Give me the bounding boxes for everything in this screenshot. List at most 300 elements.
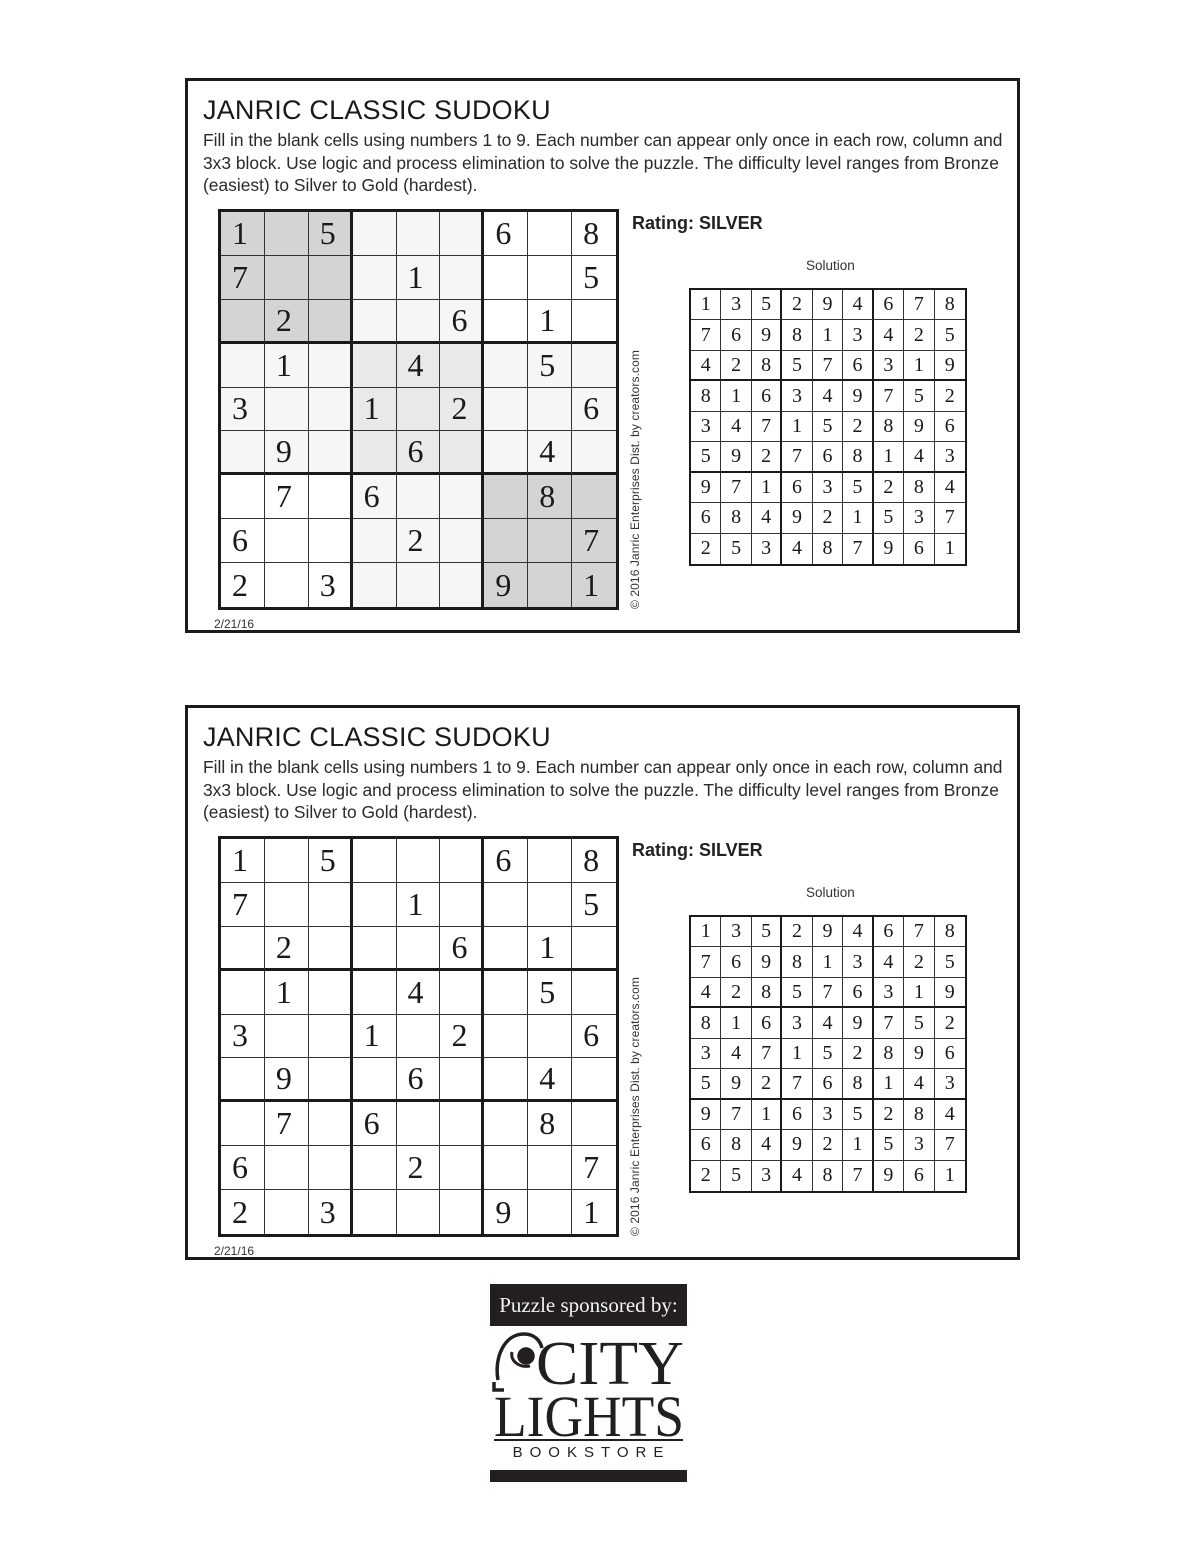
solution-cell: 1 [813,947,843,977]
solution-cell: 6 [904,1161,934,1191]
solution-cell: 4 [752,1130,782,1160]
solution-cell: 7 [904,917,934,947]
grid-cell [440,519,484,563]
solution-label: Solution [806,258,855,273]
grid-cell: 3 [221,388,265,432]
grid-cell [484,519,528,563]
solution-cell: 1 [904,351,934,381]
solution-cell: 2 [721,978,751,1008]
puzzle-title: JANRIC CLASSIC SUDOKU [203,95,551,125]
grid-cell: 6 [353,1102,397,1146]
solution-cell: 9 [874,534,904,564]
grid-cell [265,1015,309,1059]
solution-cell: 6 [843,351,873,381]
solution-cell: 9 [782,503,812,533]
grid-cell [528,388,572,432]
solution-cell: 3 [691,412,721,442]
grid-cell: 2 [221,563,265,607]
logo-line-bookstore: BOOKSTORE [512,1444,671,1461]
solution-cell: 4 [843,917,873,947]
solution-cell: 7 [813,351,843,381]
sudoku-panel [185,78,1020,633]
grid-cell [528,519,572,563]
solution-cell: 7 [752,1039,782,1069]
grid-cell: 6 [397,1058,441,1102]
grid-cell [309,431,353,475]
grid-cell: 9 [484,563,528,607]
grid-cell: 8 [528,1102,572,1146]
grid-cell: 6 [572,1015,616,1059]
grid-cell [440,256,484,300]
grid-cell [309,883,353,927]
grid-cell: 2 [221,1190,265,1234]
solution-cell: 2 [843,412,873,442]
solution-cell: 3 [843,320,873,350]
grid-cell: 7 [221,883,265,927]
solution-cell: 5 [721,534,751,564]
solution-cell: 9 [904,1039,934,1069]
grid-cell [397,839,441,883]
grid-cell [397,1190,441,1234]
logo-line-lights: LIGHTS [494,1384,684,1444]
solution-cell: 1 [752,473,782,503]
grid-cell [397,300,441,344]
solution-cell: 8 [874,1039,904,1069]
solution-cell: 8 [752,351,782,381]
solution-cell: 6 [935,1039,965,1069]
logo-line-city: CITY [536,1330,684,1398]
solution-cell: 7 [752,412,782,442]
grid-cell [440,839,484,883]
solution-cell: 5 [782,978,812,1008]
grid-cell [309,971,353,1015]
grid-cell [265,1146,309,1190]
solution-cell: 3 [935,442,965,472]
grid-cell [221,300,265,344]
grid-cell [484,1058,528,1102]
grid-cell: 1 [397,256,441,300]
solution-cell: 5 [935,320,965,350]
solution-cell: 4 [874,947,904,977]
solution-cell: 5 [782,351,812,381]
sponsor-heading: Puzzle sponsored by: [490,1284,687,1326]
solution-cell: 4 [935,473,965,503]
solution-cell: 1 [691,917,721,947]
solution-cell: 9 [721,442,751,472]
solution-label: Solution [806,885,855,900]
grid-cell [440,1190,484,1234]
grid-cell: 1 [583,1193,600,1230]
grid-cell [528,1146,572,1190]
solution-grid [689,915,967,1193]
grid-cell [265,388,309,432]
solution-cell: 1 [904,978,934,1008]
grid-cell [440,883,484,927]
solution-cell: 4 [874,320,904,350]
solution-cell: 7 [904,290,934,320]
solution-cell: 1 [944,1164,955,1187]
grid-cell [397,475,441,519]
solution-cell: 7 [721,1100,751,1130]
grid-cell: 6 [221,519,265,563]
grid-cell: 1 [572,563,616,607]
solution-cell: 9 [752,947,782,977]
grid-cell: 6 [440,300,484,344]
grid-cell: 3 [221,1015,265,1059]
grid-cell [353,212,397,256]
grid-cell [528,256,572,300]
solution-cell: 9 [843,1008,873,1038]
solution-cell: 8 [935,917,965,947]
grid-cell [440,475,484,519]
grid-cell [440,1146,484,1190]
grid-cell: 2 [440,1015,484,1059]
logo-bottom-bar [490,1470,687,1482]
solution-cell: 8 [721,503,751,533]
grid-cell: 4 [397,971,441,1015]
solution-cell: 7 [721,473,751,503]
solution-cell: 8 [904,473,934,503]
solution-cell: 2 [904,320,934,350]
grid-cell [484,344,528,388]
solution-cell: 9 [874,1161,904,1191]
grid-cell: 1 [265,971,309,1015]
grid-cell [397,388,441,432]
solution-cell: 3 [691,1039,721,1069]
grid-cell [353,883,397,927]
grid-cell [572,1102,616,1146]
grid-cell: 8 [572,212,616,256]
solution-cell: 7 [691,947,721,977]
solution-cell: 4 [904,1069,934,1099]
solution-cell: 2 [782,917,812,947]
solution-cell: 6 [813,1069,843,1099]
grid-cell: 9 [265,1058,309,1102]
grid-cell: 6 [397,431,441,475]
city-lights-logo [490,1328,687,1444]
solution-cell: 1 [721,1008,751,1038]
grid-cell: 3 [309,563,353,607]
solution-cell: 6 [691,503,721,533]
solution-cell: 2 [935,381,965,411]
solution-cell: 4 [721,1039,751,1069]
grid-cell: 8 [528,475,572,519]
solution-cell: 4 [782,1161,812,1191]
solution-cell: 1 [752,1100,782,1130]
grid-cell [353,927,397,971]
grid-cell [440,1102,484,1146]
grid-cell: 7 [265,1102,309,1146]
solution-cell: 7 [813,978,843,1008]
grid-cell [440,212,484,256]
grid-cell [528,883,572,927]
grid-cell: 1 [221,212,265,256]
solution-cell: 6 [691,1130,721,1160]
solution-cell: 8 [813,1161,843,1191]
solution-cell: 6 [874,917,904,947]
solution-cell: 8 [691,381,721,411]
grid-cell: 5 [528,344,572,388]
grid-cell [440,344,484,388]
solution-cell: 3 [752,534,782,564]
solution-cell: 8 [691,1008,721,1038]
solution-cell: 4 [843,290,873,320]
solution-cell: 4 [935,1100,965,1130]
grid-cell: 1 [528,927,572,971]
solution-cell: 5 [904,381,934,411]
solution-cell: 1 [691,290,721,320]
solution-cell: 8 [843,442,873,472]
grid-cell [484,1015,528,1059]
solution-cell: 3 [782,1008,812,1038]
sponsor-block [490,1284,687,1482]
grid-cell [528,839,572,883]
grid-cell [309,1015,353,1059]
puzzle-instructions: Fill in the blank cells using numbers 1 to 9. Each number can appear only once in each row, column and 3x3 block. Use logic and process elimination to solve the puzzle. The difficulty level ranges from Bronze (easiest) to Silver to Gold (hardest). [203,757,1003,822]
solution-cell: 2 [782,290,812,320]
solution-cell: 4 [752,503,782,533]
sudoku-panel [185,705,1020,1260]
grid-cell [221,1102,265,1146]
solution-cell: 2 [752,442,782,472]
grid-cell: 1 [528,300,572,344]
solution-cell: 6 [843,978,873,1008]
solution-cell: 7 [782,1069,812,1099]
solution-cell: 5 [813,1039,843,1069]
solution-cell: 3 [813,1100,843,1130]
puzzle-grid [218,836,619,1237]
solution-cell: 6 [782,473,812,503]
solution-cell: 2 [904,947,934,977]
grid-cell [265,519,309,563]
grid-cell [353,431,397,475]
grid-cell: 6 [484,212,528,256]
grid-cell [440,1058,484,1102]
street-lamp-icon [494,1334,542,1390]
grid-cell [309,256,353,300]
solution-cell: 9 [904,412,934,442]
solution-cell: 1 [813,320,843,350]
grid-cell: 4 [397,344,441,388]
grid-cell: 6 [221,1146,265,1190]
grid-cell [484,1102,528,1146]
solution-cell: 4 [691,351,721,381]
grid-cell [309,1146,353,1190]
grid-cell [572,300,616,344]
grid-cell [265,212,309,256]
solution-cell: 7 [782,442,812,472]
grid-cell [309,1102,353,1146]
grid-cell [353,1146,397,1190]
grid-cell: 6 [572,388,616,432]
grid-cell [397,1102,441,1146]
solution-cell: 8 [813,534,843,564]
solution-cell: 4 [813,1008,843,1038]
grid-cell [397,563,441,607]
grid-cell [353,300,397,344]
grid-cell: 6 [440,927,484,971]
solution-cell: 7 [935,503,965,533]
grid-cell: 1 [265,344,309,388]
grid-cell [397,212,441,256]
grid-cell: 4 [528,1058,572,1102]
solution-cell: 1 [874,1069,904,1099]
grid-cell [397,1015,441,1059]
grid-cell [528,1015,572,1059]
grid-cell: 2 [397,1146,441,1190]
solution-cell: 1 [874,442,904,472]
solution-cell: 3 [935,1069,965,1099]
grid-cell: 7 [221,256,265,300]
solution-cell: 8 [874,412,904,442]
difficulty-rating: Rating: SILVER [632,840,763,860]
copyright-notice: © 2016 Janric Enterprises Dist. by creators.com [628,977,642,1236]
solution-cell: 3 [752,1161,782,1191]
solution-cell: 6 [782,1100,812,1130]
grid-cell: 1 [221,839,265,883]
solution-grid [689,288,967,566]
solution-cell: 5 [935,947,965,977]
solution-cell: 5 [752,290,782,320]
solution-cell: 9 [843,381,873,411]
solution-cell: 6 [752,1008,782,1038]
solution-cell: 4 [782,534,812,564]
solution-cell: 1 [843,1130,873,1160]
solution-cell: 5 [721,1161,751,1191]
solution-cell: 7 [874,381,904,411]
grid-cell [440,563,484,607]
grid-cell [309,344,353,388]
grid-cell: 7 [572,1146,616,1190]
solution-cell: 8 [782,947,812,977]
solution-cell: 4 [721,412,751,442]
grid-cell [265,839,309,883]
grid-cell [221,431,265,475]
solution-cell: 7 [935,1130,965,1160]
solution-cell: 9 [752,320,782,350]
grid-cell: 2 [397,519,441,563]
grid-cell [309,388,353,432]
grid-cell: 1 [353,1015,397,1059]
solution-cell: 9 [935,351,965,381]
grid-cell: 5 [572,883,616,927]
solution-cell: 5 [691,442,721,472]
solution-cell: 6 [721,947,751,977]
solution-cell: 2 [752,1069,782,1099]
solution-cell: 2 [874,1100,904,1130]
solution-cell: 4 [904,442,934,472]
grid-cell: 9 [484,1190,528,1234]
solution-cell: 9 [813,290,843,320]
grid-cell: 3 [309,1190,353,1234]
grid-cell [353,839,397,883]
solution-cell: 9 [721,1069,751,1099]
solution-cell: 3 [813,473,843,503]
grid-cell [484,256,528,300]
grid-cell: 6 [353,475,397,519]
grid-cell [572,971,616,1015]
grid-cell: 9 [265,431,309,475]
solution-cell: 5 [691,1069,721,1099]
grid-cell [353,563,397,607]
grid-cell: 5 [528,971,572,1015]
solution-cell: 7 [874,1008,904,1038]
solution-cell: 6 [721,320,751,350]
grid-cell [572,1058,616,1102]
solution-cell: 8 [843,1069,873,1099]
solution-cell: 8 [721,1130,751,1160]
solution-cell: 3 [843,947,873,977]
grid-cell: 2 [265,300,309,344]
solution-cell: 2 [721,351,751,381]
solution-cell: 2 [874,473,904,503]
solution-cell: 5 [843,1100,873,1130]
solution-cell: 8 [904,1100,934,1130]
solution-cell: 2 [813,1130,843,1160]
difficulty-rating: Rating: SILVER [632,213,763,233]
grid-cell: 5 [309,212,353,256]
grid-cell [353,256,397,300]
solution-cell: 1 [721,381,751,411]
solution-cell: 2 [843,1039,873,1069]
solution-cell: 5 [813,412,843,442]
grid-cell: 7 [265,475,309,519]
grid-cell [572,927,616,971]
grid-cell [265,563,309,607]
grid-cell [309,300,353,344]
solution-cell: 4 [691,978,721,1008]
grid-cell [440,971,484,1015]
solution-cell: 3 [721,917,751,947]
grid-cell: 2 [440,388,484,432]
grid-cell [353,1190,397,1234]
grid-cell [484,1146,528,1190]
solution-cell: 9 [813,917,843,947]
solution-cell: 1 [782,412,812,442]
grid-cell [440,431,484,475]
grid-cell [221,344,265,388]
solution-cell: 6 [904,534,934,564]
grid-cell [572,431,616,475]
solution-cell: 3 [904,1130,934,1160]
solution-cell: 2 [813,503,843,533]
grid-cell [221,475,265,519]
grid-cell: 5 [572,256,616,300]
grid-cell [353,1058,397,1102]
solution-cell: 7 [691,320,721,350]
puzzle-title: JANRIC CLASSIC SUDOKU [203,722,551,752]
solution-cell: 7 [843,1161,873,1191]
grid-cell [484,388,528,432]
solution-cell: 3 [782,381,812,411]
solution-cell: 3 [874,351,904,381]
solution-cell: 8 [935,290,965,320]
grid-cell [221,1058,265,1102]
solution-cell: 6 [935,412,965,442]
grid-cell: 4 [528,431,572,475]
solution-cell: 9 [691,473,721,503]
solution-cell: 4 [813,381,843,411]
solution-cell: 5 [904,1008,934,1038]
solution-cell: 5 [843,473,873,503]
solution-cell: 1 [843,503,873,533]
grid-cell: 8 [572,839,616,883]
solution-cell: 6 [874,290,904,320]
grid-cell [484,475,528,519]
grid-cell [528,212,572,256]
solution-cell: 3 [874,978,904,1008]
grid-cell [265,1190,309,1234]
